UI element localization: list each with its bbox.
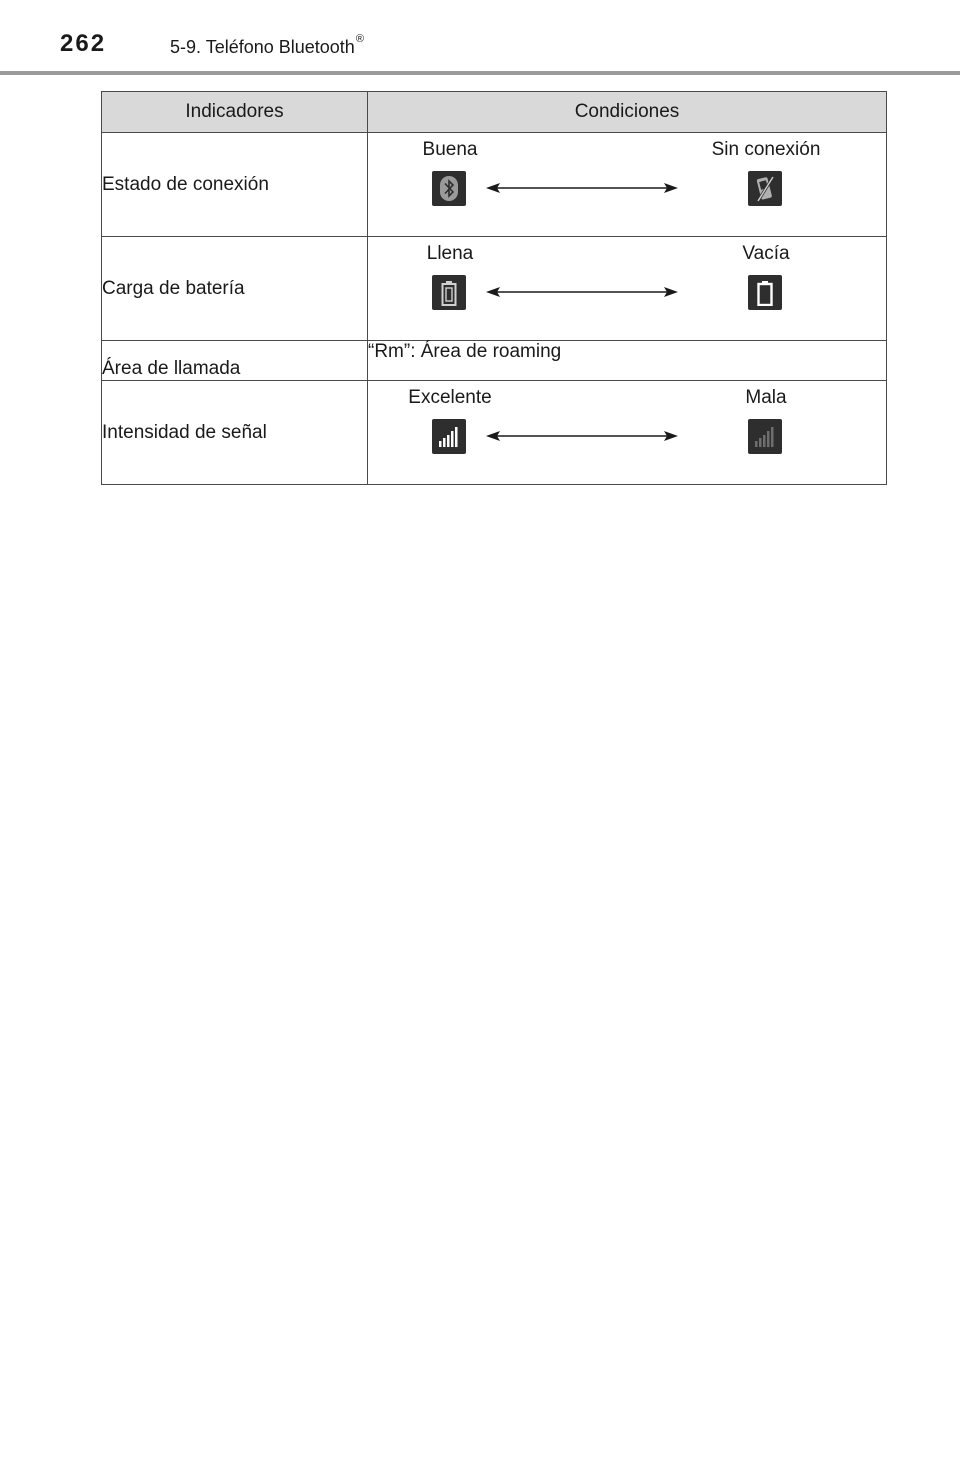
range-arrow xyxy=(486,428,678,444)
condition-label-right: Sin conexión xyxy=(711,139,821,160)
table-row xyxy=(102,237,887,341)
condition-label-right: Mala xyxy=(745,387,787,408)
condition-label-left: Excelente xyxy=(408,387,492,408)
table-row xyxy=(102,341,887,381)
no-connection-phone-icon xyxy=(748,171,782,206)
condition-cell xyxy=(368,237,887,341)
condition-cell xyxy=(368,381,887,485)
indicator-label: Área de llamada xyxy=(102,341,368,381)
condition-label-left: Llena xyxy=(426,243,474,264)
battery-full-icon xyxy=(432,275,466,310)
battery-empty-icon xyxy=(748,275,782,310)
range-arrow xyxy=(486,284,678,300)
condition-cell xyxy=(368,133,887,237)
condition-label-left: Buena xyxy=(422,139,478,160)
signal-weak-icon xyxy=(748,419,782,454)
table-row xyxy=(102,381,887,485)
page-header xyxy=(0,0,960,76)
indicator-label: Carga de batería xyxy=(102,237,368,341)
header-rule xyxy=(0,71,960,75)
section-title-text: 5-9. Teléfono Bluetooth xyxy=(170,37,355,57)
table-header-row xyxy=(102,92,887,133)
indicator-label: Intensidad de señal xyxy=(102,381,368,485)
registered-mark: ® xyxy=(355,33,364,45)
column-header-indicadores: Indicadores xyxy=(102,92,368,133)
condition-label-right: Vacía xyxy=(742,243,790,264)
signal-strong-icon xyxy=(432,419,466,454)
indicator-label: Estado de conexión xyxy=(102,133,368,237)
table-row xyxy=(102,133,887,237)
indicators-table xyxy=(101,91,887,485)
section-title xyxy=(170,33,364,58)
page-number: 262 xyxy=(60,30,107,57)
range-arrow xyxy=(486,180,678,196)
column-header-condiciones: Condiciones xyxy=(368,92,887,133)
bluetooth-icon xyxy=(432,171,466,206)
condition-text: “Rm”: Área de roaming xyxy=(368,341,887,381)
